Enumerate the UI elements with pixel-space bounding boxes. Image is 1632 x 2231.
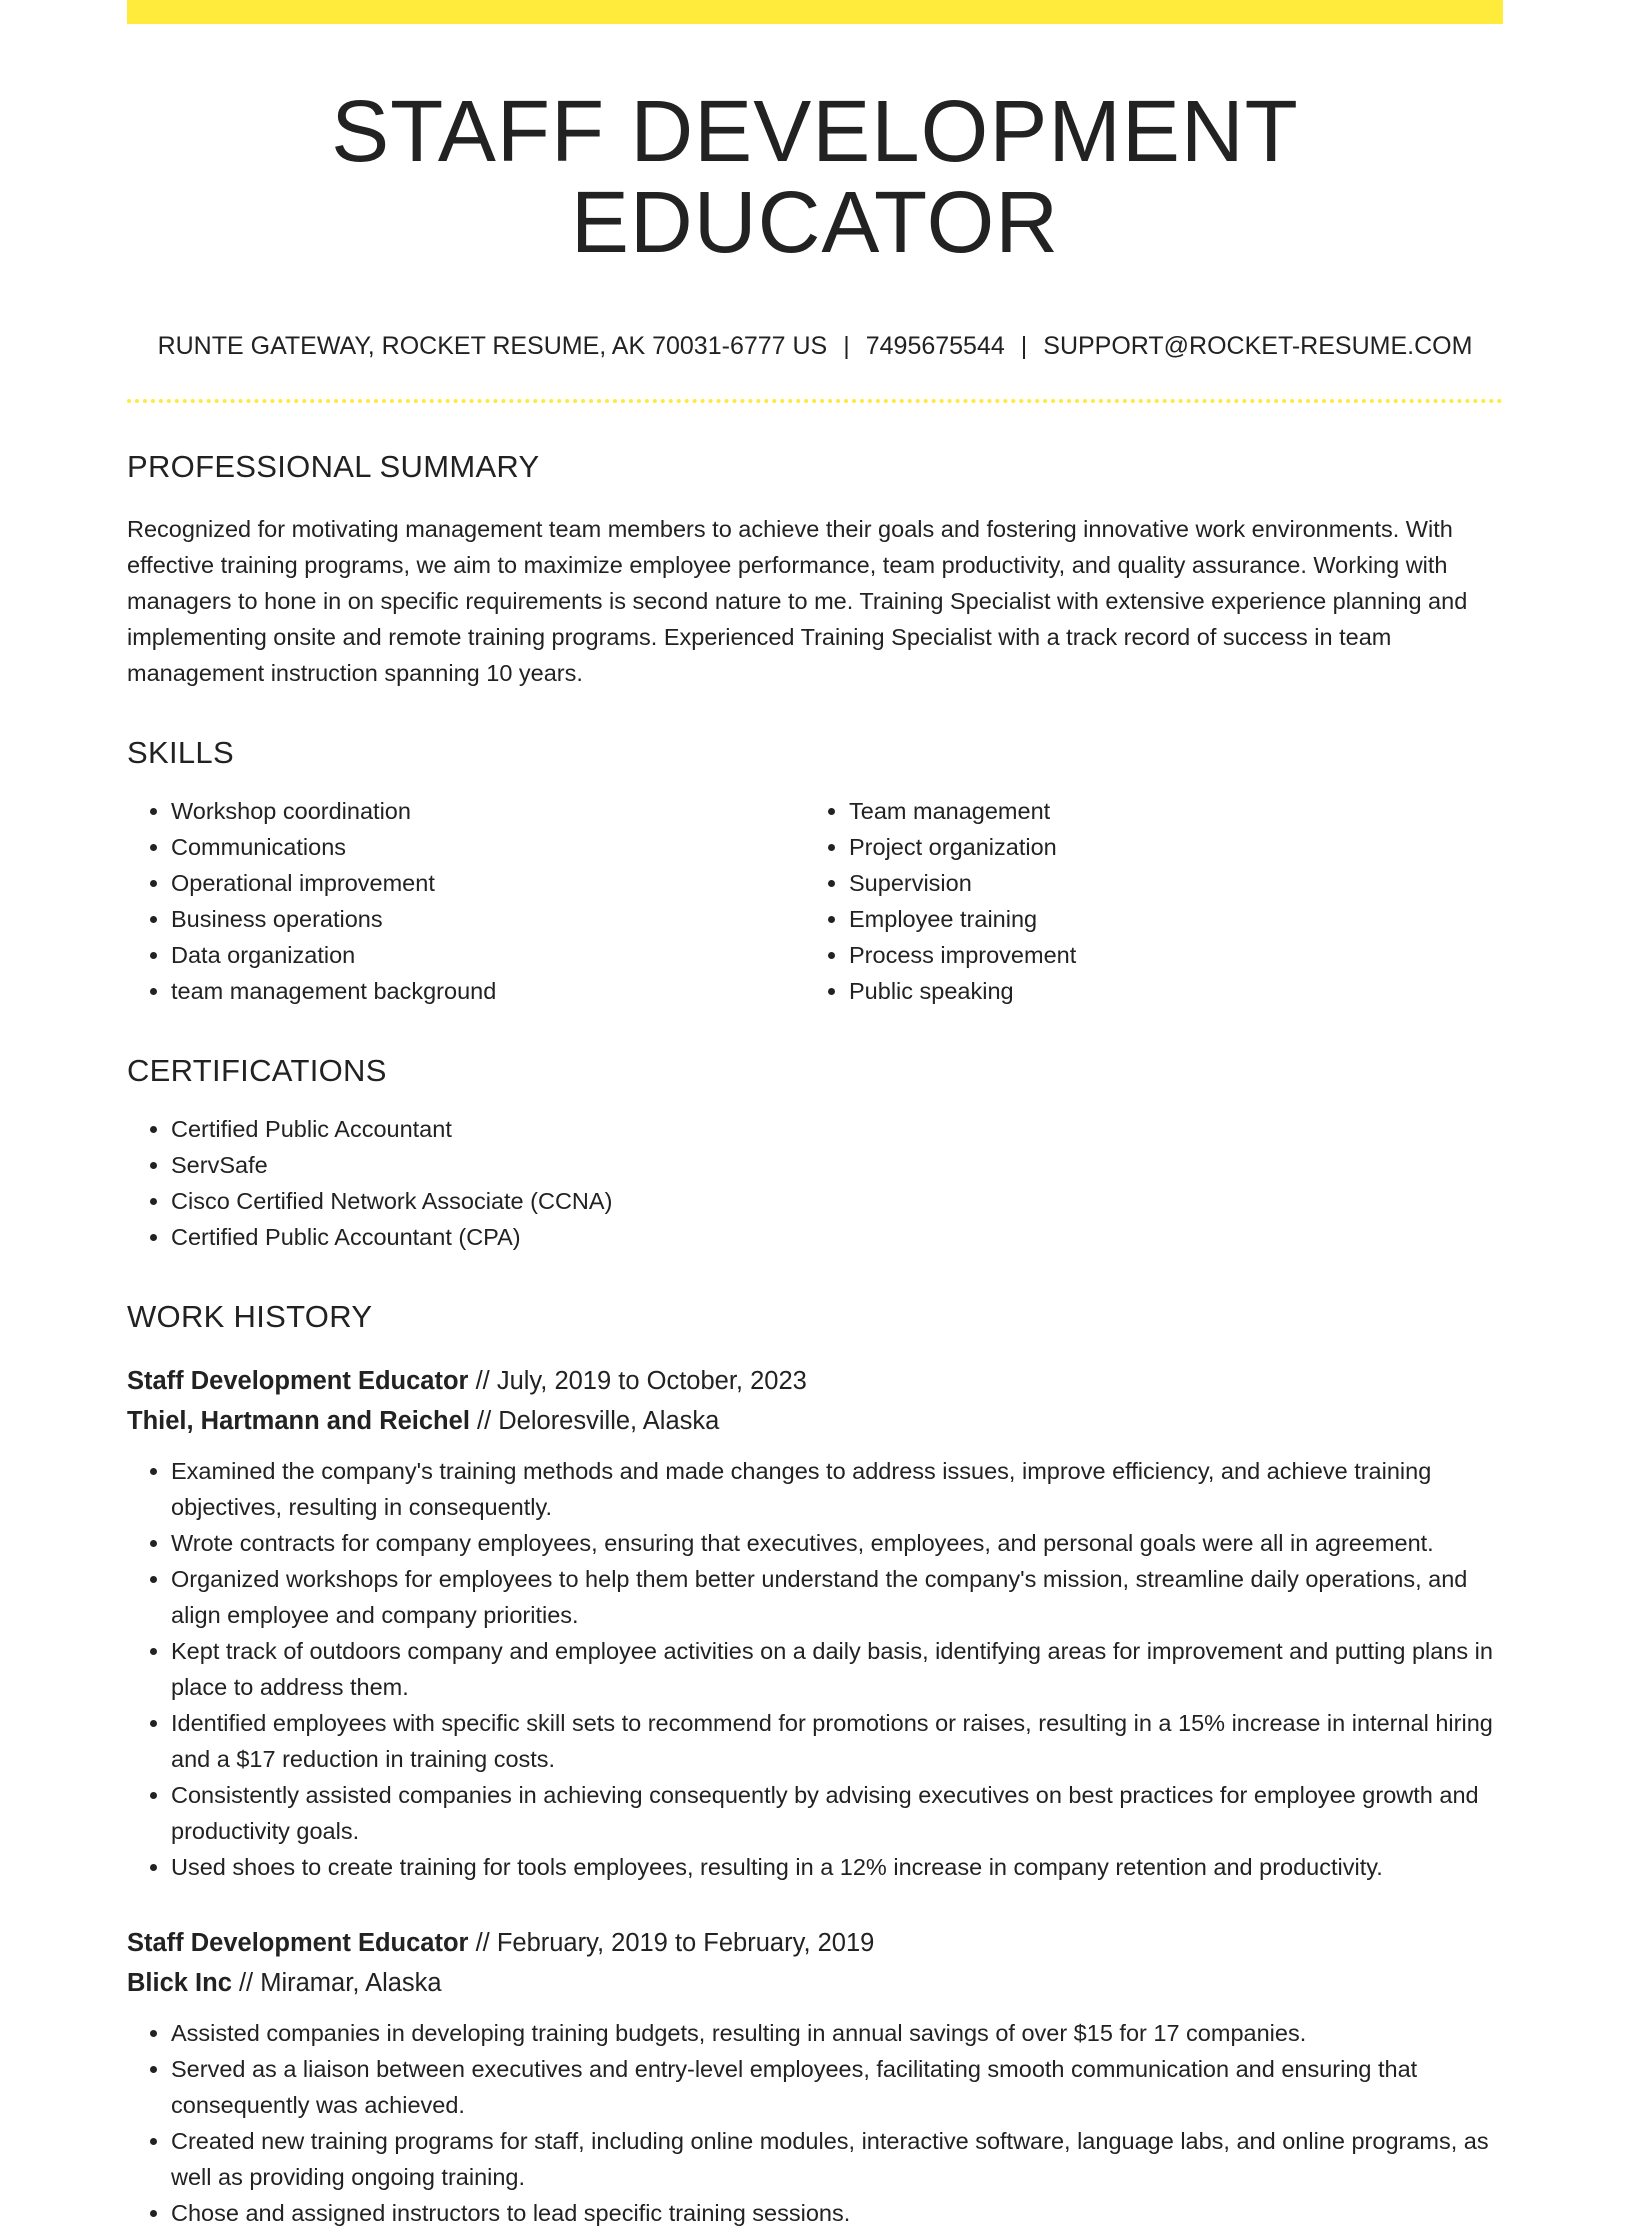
summary-section: [127, 449, 1503, 691]
contact-separator: |: [843, 331, 850, 360]
job-bullet: • Kept track of outdoors company and employee activities on a daily basis, identifying areas for improvement and putting plans in place to address them.: [171, 1633, 1503, 1705]
skill-item: • Project organization: [849, 829, 1483, 865]
job-bullet-list: [127, 1453, 1503, 1885]
job-bullet: • Identified employees with specific skill sets to recommend for promotions or raises, resulting in a 15% increase in internal hiring and a $17 reduction in training costs.: [171, 1705, 1503, 1777]
job-title: Staff Development Educator: [127, 1366, 469, 1395]
certification-item: • Certified Public Accountant: [171, 1111, 1503, 1147]
skill-item: • Workshop coordination: [171, 793, 805, 829]
contact-email: SUPPORT@ROCKET-RESUME.COM: [1043, 331, 1473, 360]
skill-item: • Supervision: [849, 865, 1483, 901]
job-location: // Miramar, Alaska: [231, 1968, 442, 1997]
job-entry: [127, 1361, 1503, 1885]
contact-address: RUNTE GATEWAY, ROCKET RESUME, AK 70031-6777 US: [157, 331, 828, 360]
job-company: Blick Inc: [127, 1968, 232, 1997]
resume-page: [127, 0, 1503, 2231]
job-title: Staff Development Educator: [127, 1928, 469, 1957]
job-company-line: [127, 1401, 1503, 1441]
job-company: Thiel, Hartmann and Reichel: [127, 1406, 470, 1435]
job-dates: // February, 2019 to February, 2019: [468, 1928, 875, 1957]
job-bullet-list: [127, 2015, 1503, 2231]
certification-item: • ServSafe: [171, 1147, 1503, 1183]
job-title-line: [127, 1923, 1503, 1963]
certification-item: • Certified Public Accountant (CPA): [171, 1219, 1503, 1255]
job-bullet: • Assisted companies in developing training budgets, resulting in annual savings of over $15 for 17 companies.: [171, 2015, 1503, 2051]
contact-line: [127, 331, 1503, 361]
skill-item: • Business operations: [171, 901, 805, 937]
summary-text: Recognized for motivating management team members to achieve their goals and fostering innovative work environments. With effective training programs, we aim to maximize employee performance, team productivity, and quality assurance. Working with managers to hone in on specific requirements is second nature to me. Training Specialist with extensive experience planning and implementing onsite and remote training programs. Experienced Training Specialist with a track record of success in team management instruction spanning 10 years.: [127, 515, 1468, 686]
job-company-line: [127, 1963, 1503, 2003]
work-history-heading: WORK HISTORY: [127, 1298, 373, 1334]
skill-item: • Employee training: [849, 901, 1483, 937]
dotted-divider: [127, 399, 1503, 403]
skill-item: • Operational improvement: [171, 865, 805, 901]
skills-heading: SKILLS: [127, 734, 234, 770]
contact-phone: 7495675544: [865, 331, 1005, 360]
skill-item: • team management background: [171, 973, 805, 1009]
certification-item: • Cisco Certified Network Associate (CCNA): [171, 1183, 1503, 1219]
accent-top-bar: [127, 0, 1503, 24]
skills-section: [127, 735, 1503, 1009]
job-bullet: • Created new training programs for staff, including online modules, interactive software, language labs, and online programs, as well as providing ongoing training.: [171, 2123, 1503, 2195]
work-history-section: [127, 1299, 1503, 2231]
job-title-line: [127, 1361, 1503, 1401]
skill-item: • Public speaking: [849, 973, 1483, 1009]
certifications-section: [127, 1053, 1503, 1255]
skill-item: • Data organization: [171, 937, 805, 973]
job-bullet: • Consistently assisted companies in achieving consequently by advising executives on best practices for employee growth and productivity goals.: [171, 1777, 1503, 1849]
summary-heading: PROFESSIONAL SUMMARY: [127, 448, 540, 484]
job-bullet: • Wrote contracts for company employees, ensuring that executives, employees, and personal goals were all in agreement.: [171, 1525, 1503, 1561]
certifications-heading: CERTIFICATIONS: [127, 1052, 387, 1088]
contact-separator: |: [1020, 331, 1028, 360]
skills-columns: [127, 793, 1503, 1009]
job-bullet: • Chose and assigned instructors to lead specific training sessions.: [171, 2195, 1503, 2231]
job-bullet: • Used shoes to create training for tools employees, resulting in a 12% increase in company retention and productivity.: [171, 1849, 1503, 1885]
job-bullet: • Organized workshops for employees to help them better understand the company's mission, streamline daily operations, and align employee and company priorities.: [171, 1561, 1503, 1633]
job-dates: // July, 2019 to October, 2023: [468, 1366, 807, 1395]
candidate-name: STAFF DEVELOPMENT EDUCATOR: [331, 83, 1299, 272]
job-bullet: • Examined the company's training methods and made changes to address issues, improve efficiency, and achieve training objectives, resulting in consequently.: [171, 1453, 1503, 1525]
skills-column-left: [127, 793, 805, 1009]
skill-item: • Process improvement: [849, 937, 1483, 973]
job-entry: [127, 1923, 1503, 2231]
skills-column-right: [805, 793, 1483, 1009]
certifications-list: [127, 1111, 1503, 1255]
job-location: // Deloresville, Alaska: [469, 1406, 720, 1435]
job-bullet: • Served as a liaison between executives and entry-level employees, facilitating smooth communication and ensuring that consequently was achieved.: [171, 2051, 1503, 2123]
skill-item: • Team management: [849, 793, 1483, 829]
skill-item: • Communications: [171, 829, 805, 865]
